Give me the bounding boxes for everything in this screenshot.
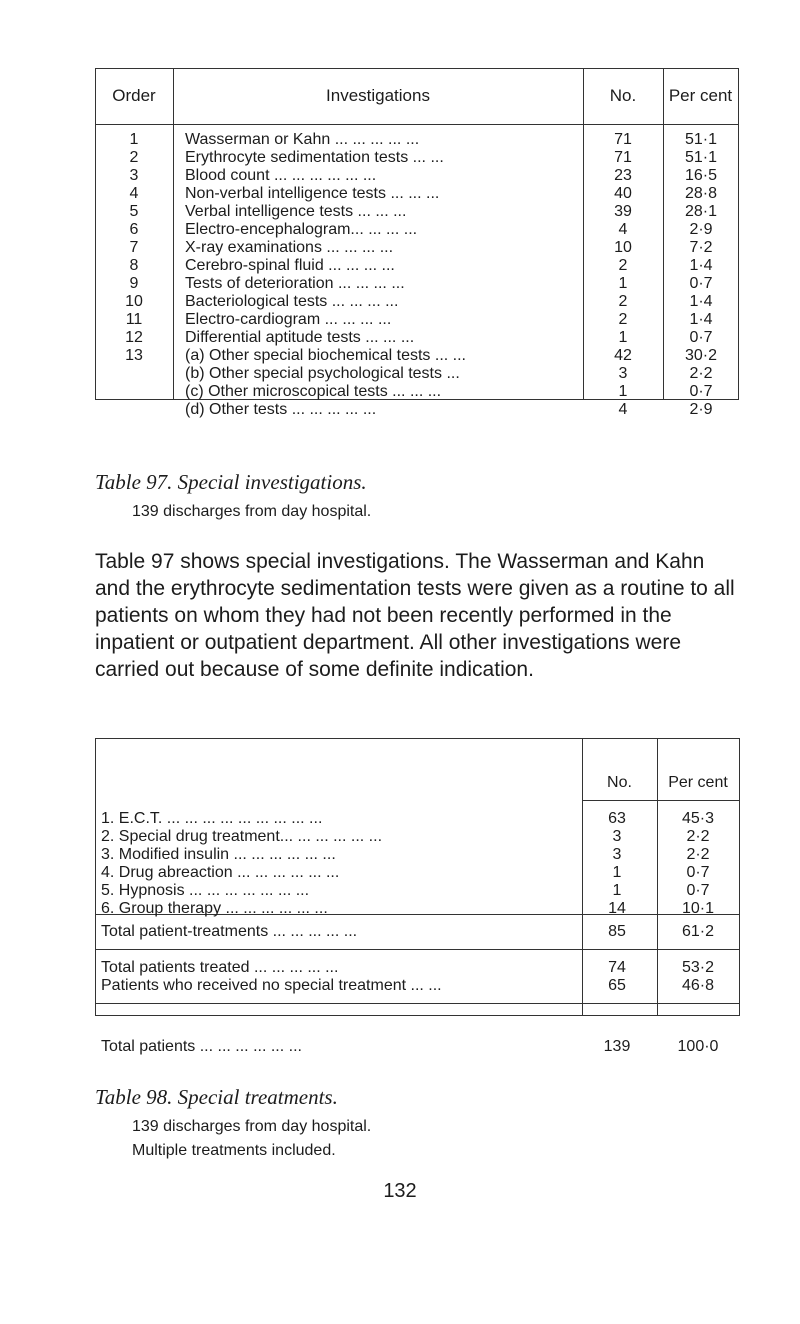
header-rule — [582, 800, 740, 801]
order-cell: 11 — [125, 311, 143, 328]
table-row — [95, 203, 739, 221]
no-cell: 10 — [614, 239, 632, 256]
untreated-label: Patients who received no special treatment ... ... — [101, 977, 442, 994]
per-cent-cell: 1·4 — [689, 293, 713, 310]
treatment-cell: 5. Hypnosis ... ... ... ... ... ... ... — [101, 882, 310, 899]
no-cell: 3 — [612, 846, 622, 863]
investigation-cell: (c) Other microscopical tests ... ... ... — [185, 383, 442, 400]
per-cent-cell: 30·2 — [684, 347, 718, 364]
per-cent-cell: 16·5 — [684, 167, 718, 184]
table-row — [95, 167, 739, 185]
total-treatments-row — [95, 923, 740, 941]
total-patients-label: Total patients ... ... ... ... ... ... — [101, 1038, 302, 1055]
investigation-cell: (b) Other special psychological tests ... — [185, 365, 460, 382]
order-cell: 7 — [129, 239, 139, 256]
section-rule — [95, 949, 740, 950]
no-cell: 74 — [608, 959, 626, 976]
order-cell: 6 — [129, 221, 139, 238]
order-cell: 3 — [129, 167, 139, 184]
table-98-caption: Table 98. Special treatments. — [95, 1085, 338, 1109]
per-cent-cell: 1·4 — [689, 257, 713, 274]
per-cent-cell: 1·4 — [689, 311, 713, 328]
per-cent-cell: 2·9 — [689, 221, 713, 238]
total-treatments-label: Total patient-treatments ... ... ... ... ... — [101, 923, 358, 940]
investigation-cell: Non-verbal intelligence tests ... ... ... — [185, 185, 440, 202]
table-row — [95, 131, 739, 149]
treatment-cell: 4. Drug abreaction ... ... ... ... ... ... — [101, 864, 340, 881]
header-rule — [95, 124, 739, 125]
no-cell: 39 — [614, 203, 632, 220]
header-order: Order — [112, 86, 156, 105]
table-row — [95, 221, 739, 239]
no-cell: 65 — [608, 977, 626, 994]
treatment-cell: 2. Special drug treatment... ... ... ... ... ... — [101, 828, 383, 845]
table-row — [95, 900, 740, 918]
table-98 — [95, 738, 740, 1068]
table-row — [95, 383, 739, 401]
investigation-cell: X-ray examinations ... ... ... ... — [185, 239, 394, 256]
header-no: No. — [607, 774, 632, 791]
per-cent-cell: 45·3 — [681, 810, 715, 827]
no-cell: 1 — [618, 329, 628, 346]
per-cent-cell: 10·1 — [681, 900, 715, 917]
per-cent-cell: 0·7 — [689, 383, 713, 400]
no-cell: 1 — [618, 383, 628, 400]
per-cent-cell: 2·2 — [686, 846, 710, 863]
table-row — [95, 239, 739, 257]
table-row — [95, 311, 739, 329]
section-rule — [95, 1003, 740, 1004]
table-row — [95, 810, 740, 828]
body-paragraph: Table 97 shows special investigations. The Wasserman and Kahn and the erythrocyte sedimentation tests were given as a routine to all patients on whom they had not been recently performed in the inpatient or outpatient department. All other investigations were carried out because of some definite indication. — [95, 550, 735, 681]
per-cent-cell: 7·2 — [689, 239, 713, 256]
investigation-cell: Erythrocyte sedimentation tests ... ... — [185, 149, 444, 166]
no-cell: 2 — [618, 311, 628, 328]
per-cent-cell: 100·0 — [677, 1038, 719, 1055]
no-cell: 3 — [612, 828, 622, 845]
no-cell: 14 — [608, 900, 626, 917]
no-cell: 4 — [618, 221, 628, 238]
no-cell: 42 — [614, 347, 632, 364]
table-97-caption: Table 97. Special investigations. — [95, 470, 367, 494]
order-cell: 12 — [125, 329, 143, 346]
investigation-cell: Verbal intelligence tests ... ... ... — [185, 203, 407, 220]
table-row — [95, 293, 739, 311]
per-cent-cell: 46·8 — [681, 977, 715, 994]
table-row — [95, 329, 739, 347]
treated-row — [95, 959, 740, 977]
investigation-cell: (d) Other tests ... ... ... ... ... — [185, 401, 377, 418]
per-cent-cell: 28·8 — [684, 185, 718, 202]
no-cell: 63 — [608, 810, 626, 827]
no-cell: 4 — [618, 401, 628, 418]
investigation-cell: Wasserman or Kahn ... ... ... ... ... — [185, 131, 420, 148]
investigation-cell: (a) Other special biochemical tests ... ... — [185, 347, 466, 364]
treated-label: Total patients treated ... ... ... ... ... — [101, 959, 339, 976]
table-row — [95, 149, 739, 167]
table-row — [95, 365, 739, 383]
no-cell: 85 — [608, 923, 626, 940]
per-cent-cell: 0·7 — [689, 329, 713, 346]
table-row — [95, 828, 740, 846]
header-no: No. — [609, 86, 637, 105]
per-cent-cell: 0·7 — [686, 864, 710, 881]
investigation-cell: Differential aptitude tests ... ... ... — [185, 329, 415, 346]
order-cell: 10 — [125, 293, 143, 310]
per-cent-cell: 61·2 — [681, 923, 715, 940]
header-per-cent: Per cent — [668, 774, 728, 791]
order-cell: 5 — [129, 203, 139, 220]
per-cent-cell: 53·2 — [681, 959, 715, 976]
table-row — [95, 257, 739, 275]
per-cent-cell: 28·1 — [684, 203, 718, 220]
per-cent-cell: 51·1 — [684, 131, 718, 148]
no-cell: 23 — [614, 167, 632, 184]
per-cent-cell: 2·9 — [689, 401, 713, 418]
order-cell: 2 — [129, 149, 139, 166]
table-row — [95, 864, 740, 882]
investigation-cell: Electro-encephalogram... ... ... ... — [185, 221, 418, 238]
investigation-cell: Blood count ... ... ... ... ... ... — [185, 167, 377, 184]
no-cell: 2 — [618, 257, 628, 274]
no-cell: 139 — [603, 1038, 631, 1055]
order-cell: 9 — [129, 275, 139, 292]
untreated-row — [95, 977, 740, 995]
order-cell: 4 — [129, 185, 139, 202]
table-98-subcaption-2: Multiple treatments included. — [132, 1142, 336, 1159]
per-cent-cell: 2·2 — [686, 828, 710, 845]
per-cent-cell: 2·2 — [689, 365, 713, 382]
treatment-cell: 1. E.C.T. ... ... ... ... ... ... ... ... ... — [101, 810, 323, 827]
total-patients-row — [95, 1038, 740, 1056]
order-cell: 8 — [129, 257, 139, 274]
no-cell: 1 — [612, 864, 622, 881]
bottom-rule — [95, 1015, 740, 1016]
table-97-subcaption: 139 discharges from day hospital. — [132, 503, 372, 520]
per-cent-cell: 0·7 — [686, 882, 710, 899]
no-cell: 71 — [614, 131, 632, 148]
investigation-cell: Electro-cardiogram ... ... ... ... — [185, 311, 392, 328]
table-98-subcaption: 139 discharges from day hospital. — [132, 1118, 372, 1135]
table-97 — [95, 68, 739, 420]
table-row — [95, 347, 739, 365]
per-cent-cell: 0·7 — [689, 275, 713, 292]
no-cell: 40 — [614, 185, 632, 202]
table-row — [95, 846, 740, 864]
investigation-cell: Cerebro-spinal fluid ... ... ... ... — [185, 257, 395, 274]
treatment-cell: 3. Modified insulin ... ... ... ... ... ... — [101, 846, 336, 863]
order-cell: 13 — [125, 347, 143, 364]
table-row — [95, 275, 739, 293]
no-cell: 1 — [612, 882, 622, 899]
table-row — [95, 882, 740, 900]
table-row — [95, 401, 739, 419]
page-number: 132 — [383, 1180, 417, 1202]
investigation-cell: Bacteriological tests ... ... ... ... — [185, 293, 399, 310]
no-cell: 1 — [618, 275, 628, 292]
investigation-cell: Tests of deterioration ... ... ... ... — [185, 275, 405, 292]
order-cell: 1 — [129, 131, 139, 148]
no-cell: 2 — [618, 293, 628, 310]
treatment-cell: 6. Group therapy ... ... ... ... ... ... — [101, 900, 328, 917]
no-cell: 3 — [618, 365, 628, 382]
header-investigations: Investigations — [326, 86, 430, 105]
table-row — [95, 185, 739, 203]
per-cent-cell: 51·1 — [684, 149, 718, 166]
no-cell: 71 — [614, 149, 632, 166]
header-per-cent: Per cent — [668, 86, 733, 105]
